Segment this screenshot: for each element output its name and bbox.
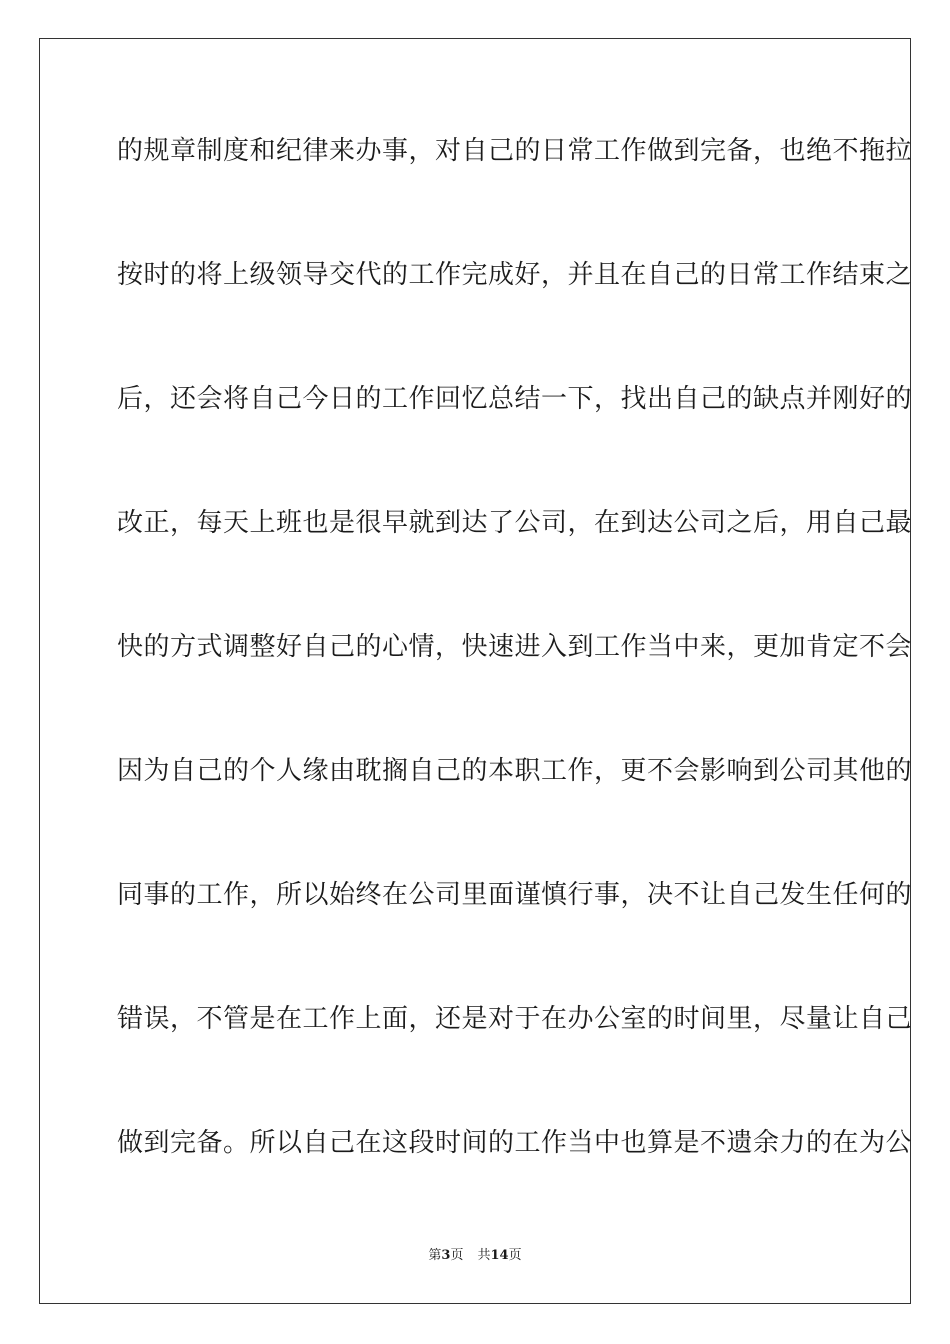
body-text-line-4: 改正，每天上班也是很早就到达了公司，在到达公司之后，用自己最 (117, 508, 913, 538)
footer-page-suffix: 页 (450, 1248, 464, 1263)
body-text-line-2: 按时的将上级领导交代的工作完成好，并且在自己的日常工作结束之 (117, 260, 913, 290)
body-text-line-5: 快的方式调整好自己的心情，快速进入到工作当中来，更加肯定不会 (117, 632, 913, 662)
body-text-line-7: 同事的工作，所以始终在公司里面谨慎行事，决不让自己发生任何的 (117, 880, 913, 910)
body-text-line-8: 错误，不管是在工作上面，还是对于在办公室的时间里，尽量让自己 (117, 1004, 913, 1034)
footer-total-suffix: 页 (508, 1248, 522, 1263)
body-text-line-1: 的规章制度和纪律来办事，对自己的日常工作做到完备，也绝不拖拉 (117, 136, 913, 166)
footer-total-pages: 14 (490, 1248, 509, 1263)
footer-page-number: 3 (441, 1248, 451, 1263)
body-text-line-3: 后，还会将自己今日的工作回忆总结一下，找出自己的缺点并刚好的 (117, 384, 913, 414)
page-border (39, 38, 911, 1304)
body-text-line-9: 做到完备。所以自己在这段时间的工作当中也算是不遗余力的在为公 (117, 1128, 913, 1158)
body-text-line-6: 因为自己的个人缘由耽搁自己的本职工作，更不会影响到公司其他的 (117, 756, 913, 786)
footer-page-prefix: 第 (428, 1248, 442, 1263)
footer-total-prefix: 共 (477, 1248, 491, 1263)
page-footer (0, 1247, 950, 1265)
